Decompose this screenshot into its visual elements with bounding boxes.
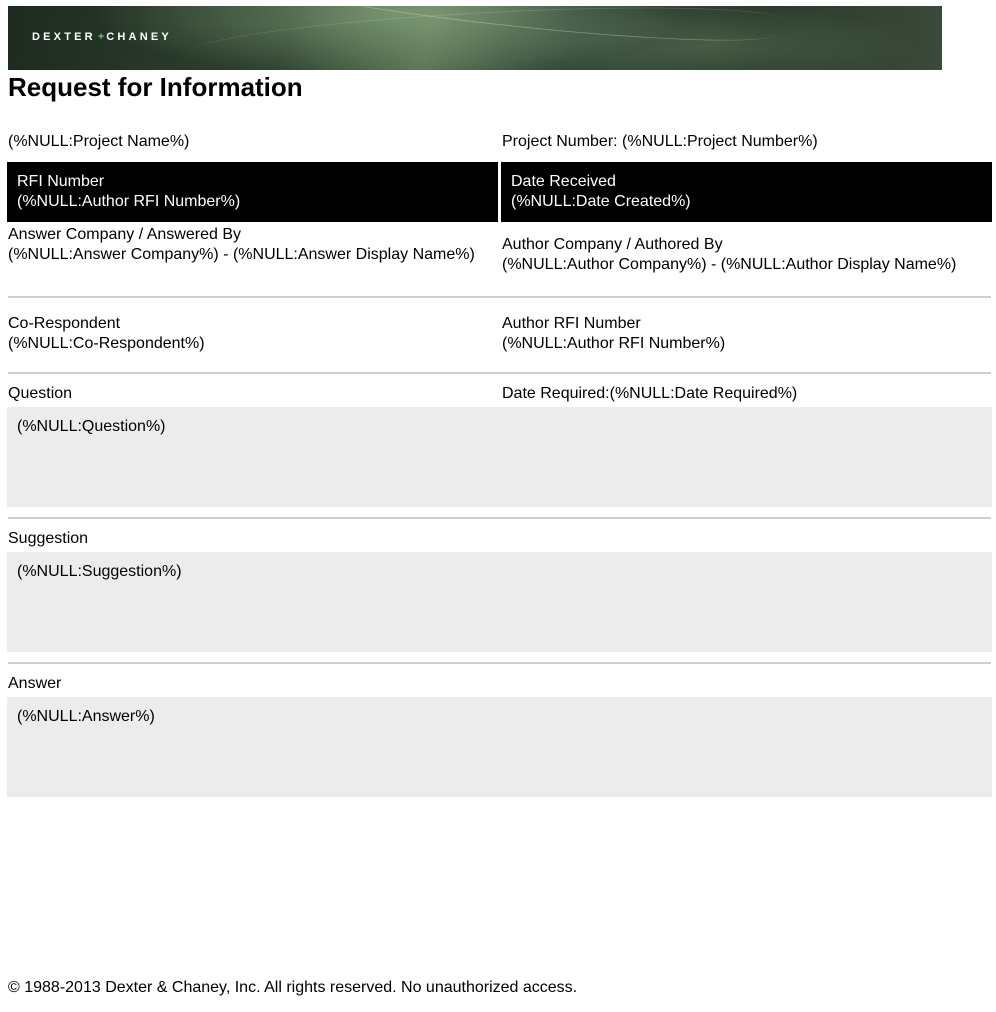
project-name: (%NULL:Project Name%) [8, 133, 190, 150]
answer-value: (%NULL:Answer%) [17, 708, 155, 725]
page-title: Request for Information [8, 72, 303, 102]
section-divider [8, 662, 991, 664]
rfi-number-cell [7, 162, 498, 222]
logo-text-right: CHANEY [106, 31, 172, 43]
banner-streak [187, 6, 789, 70]
answer-company-block [8, 225, 488, 265]
section-divider [8, 296, 991, 298]
author-company-value: (%NULL:Author Company%) - (%NULL:Author Display Name%) [502, 256, 957, 273]
suggestion-label: Suggestion [8, 530, 89, 547]
suggestion-box [7, 552, 992, 652]
section-divider [8, 517, 991, 519]
date-received-label: Date Received [511, 173, 616, 190]
rfi-number-value: (%NULL:Author RFI Number%) [17, 193, 241, 210]
project-number: Project Number: (%NULL:Project Number%) [502, 133, 818, 150]
co-respondent-value: (%NULL:Co-Respondent%) [8, 335, 205, 352]
section-divider [8, 372, 991, 374]
author-rfi-value: (%NULL:Author RFI Number%) [502, 335, 726, 352]
company-logo [32, 31, 172, 43]
co-respondent-block [8, 314, 205, 354]
date-received-value: (%NULL:Date Created%) [511, 193, 691, 210]
answer-label: Answer [8, 675, 62, 692]
answer-box [7, 697, 992, 797]
answer-company-value: (%NULL:Answer Company%) - (%NULL:Answer Display Name%) [8, 246, 475, 263]
co-respondent-label: Co-Respondent [8, 315, 121, 332]
date-received-cell [501, 162, 992, 222]
logo-plus: + [97, 31, 105, 43]
author-company-block [502, 235, 994, 275]
question-box [7, 407, 992, 507]
logo-text-left: DEXTER [32, 31, 96, 43]
question-label: Question [8, 385, 73, 402]
question-value: (%NULL:Question%) [17, 418, 166, 435]
suggestion-value: (%NULL:Suggestion%) [17, 563, 182, 580]
header-banner [8, 6, 942, 70]
rfi-number-label: RFI Number [17, 173, 105, 190]
author-rfi-block [502, 314, 725, 354]
date-required: Date Required:(%NULL:Date Required%) [502, 385, 798, 402]
answer-company-label: Answer Company / Answered By [8, 226, 241, 243]
author-rfi-label: Author RFI Number [502, 315, 641, 332]
copyright-footer: © 1988-2013 Dexter & Chaney, Inc. All rights reserved. No unauthorized access. [8, 979, 578, 996]
author-company-label: Author Company / Authored By [502, 236, 723, 253]
